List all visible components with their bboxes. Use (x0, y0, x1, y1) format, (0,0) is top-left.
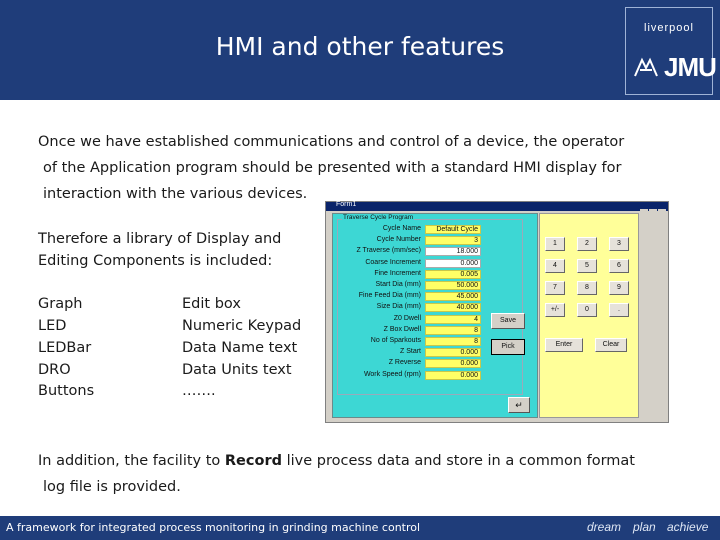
param-value-field[interactable]: 3 (425, 236, 481, 245)
param-value-field[interactable]: 0.000 (425, 371, 481, 380)
param-label: Size Dia (mm) (376, 303, 421, 311)
param-label: No of Sparkouts (370, 337, 421, 344)
cycle-program-panel (332, 213, 538, 418)
component-ellipsis: ……. (182, 383, 216, 399)
component-buttons: Buttons (38, 383, 95, 399)
library-line-2: Editing Components is included: (38, 253, 273, 269)
logo-jmu-text: JMU (664, 52, 716, 82)
param-value-field[interactable]: 4 (425, 315, 481, 324)
keypad-key[interactable]: 7 (545, 281, 565, 295)
param-value-field[interactable]: 45.000 (425, 292, 481, 301)
footer-achieve: achieve (667, 520, 709, 534)
param-label: Z Box Dwell (383, 325, 421, 333)
library-line-1: Therefore a library of Display and (38, 231, 282, 247)
record-suffix: live process data and store in a common format (281, 453, 635, 469)
component-led: LED (38, 318, 67, 334)
param-label: Z Traverse (mm/sec) (356, 247, 421, 255)
save-button[interactable]: Save (491, 313, 525, 329)
keypad-key[interactable]: 8 (577, 281, 597, 295)
keypad-key[interactable]: . (609, 303, 629, 317)
component-graph: Graph (38, 296, 83, 312)
component-numeric-keypad: Numeric Keypad (182, 318, 302, 334)
keypad-enter-button[interactable]: Enter (545, 338, 583, 352)
footer-bar (0, 516, 720, 540)
param-label: Z Start (399, 348, 421, 356)
param-value-field[interactable]: 8 (425, 337, 481, 346)
param-label: Fine Increment (374, 269, 421, 277)
hmi-window-titlebar (326, 202, 668, 211)
intro-line-3: interaction with the various devices. (43, 186, 308, 202)
param-value-field[interactable]: 0.000 (425, 359, 481, 368)
numeric-keypad (539, 213, 639, 418)
component-ledbar: LEDBar (38, 340, 92, 356)
hmi-window-title: Form1 (336, 201, 357, 208)
keypad-key[interactable]: 9 (609, 281, 629, 295)
param-value-field[interactable]: 40.000 (425, 303, 481, 312)
close-button[interactable] (658, 209, 666, 216)
logo-liverpool-text: liverpool (644, 22, 694, 34)
param-label: Start Dia (mm) (375, 281, 421, 288)
component-dro: DRO (38, 362, 71, 378)
param-value-field[interactable]: 0.005 (425, 270, 481, 279)
component-edit-box: Edit box (182, 296, 241, 312)
footer-plan: plan (633, 520, 656, 534)
group-label: Traverse Cycle Program (343, 214, 414, 221)
param-value-field[interactable]: 0.000 (425, 259, 481, 268)
keypad-key[interactable]: 2 (577, 237, 597, 251)
param-label: Coarse Increment (365, 258, 421, 266)
intro-line-1: Once we have established communications and control of a device, the operator (38, 134, 625, 150)
param-label: Cycle Number (376, 236, 421, 244)
param-label: Cycle Name (382, 225, 421, 232)
record-line-1 (38, 453, 635, 469)
component-data-name-text: Data Name text (182, 340, 298, 356)
param-label: Work Speed (rpm) (363, 370, 421, 378)
keypad-key[interactable]: 3 (609, 237, 629, 251)
param-label: Z0 Dwell (393, 314, 421, 322)
param-label: Z Reverse (388, 359, 421, 367)
keypad-key[interactable]: +/- (545, 303, 565, 317)
keypad-clear-button[interactable]: Clear (595, 338, 627, 352)
param-value-field[interactable]: 18.000 (425, 247, 481, 256)
footer-dream: dream (587, 520, 622, 534)
component-data-units-text: Data Units text (182, 362, 292, 378)
param-label: Fine Feed Dia (mm) (358, 292, 421, 300)
keypad-key[interactable]: 4 (545, 259, 565, 273)
footer-text: A framework for integrated process monitoring in grinding machine control (6, 521, 421, 534)
keypad-key[interactable]: 1 (545, 237, 565, 251)
intro-line-2: of the Application program should be presented with a standard HMI display for (43, 160, 622, 176)
param-value-field[interactable]: Default Cycle (425, 225, 481, 234)
keypad-key[interactable]: 0 (577, 303, 597, 317)
maximize-button[interactable] (649, 209, 657, 216)
minimize-button[interactable] (640, 209, 648, 216)
param-value-field[interactable]: 8 (425, 326, 481, 335)
slide-title: HMI and other features (215, 32, 505, 61)
pick-button[interactable]: Pick (491, 339, 525, 355)
record-prefix: In addition, the facility to (38, 453, 225, 469)
record-line-2: log file is provided. (43, 479, 181, 495)
record-bold: Record (224, 453, 282, 469)
param-value-field[interactable]: 50.000 (425, 281, 481, 290)
crest-icon (632, 54, 660, 82)
param-value-field[interactable]: 0.000 (425, 348, 481, 357)
return-button[interactable]: ↵ (508, 397, 530, 413)
jmu-logo (625, 7, 716, 95)
keypad-key[interactable]: 6 (609, 259, 629, 273)
keypad-key[interactable]: 5 (577, 259, 597, 273)
